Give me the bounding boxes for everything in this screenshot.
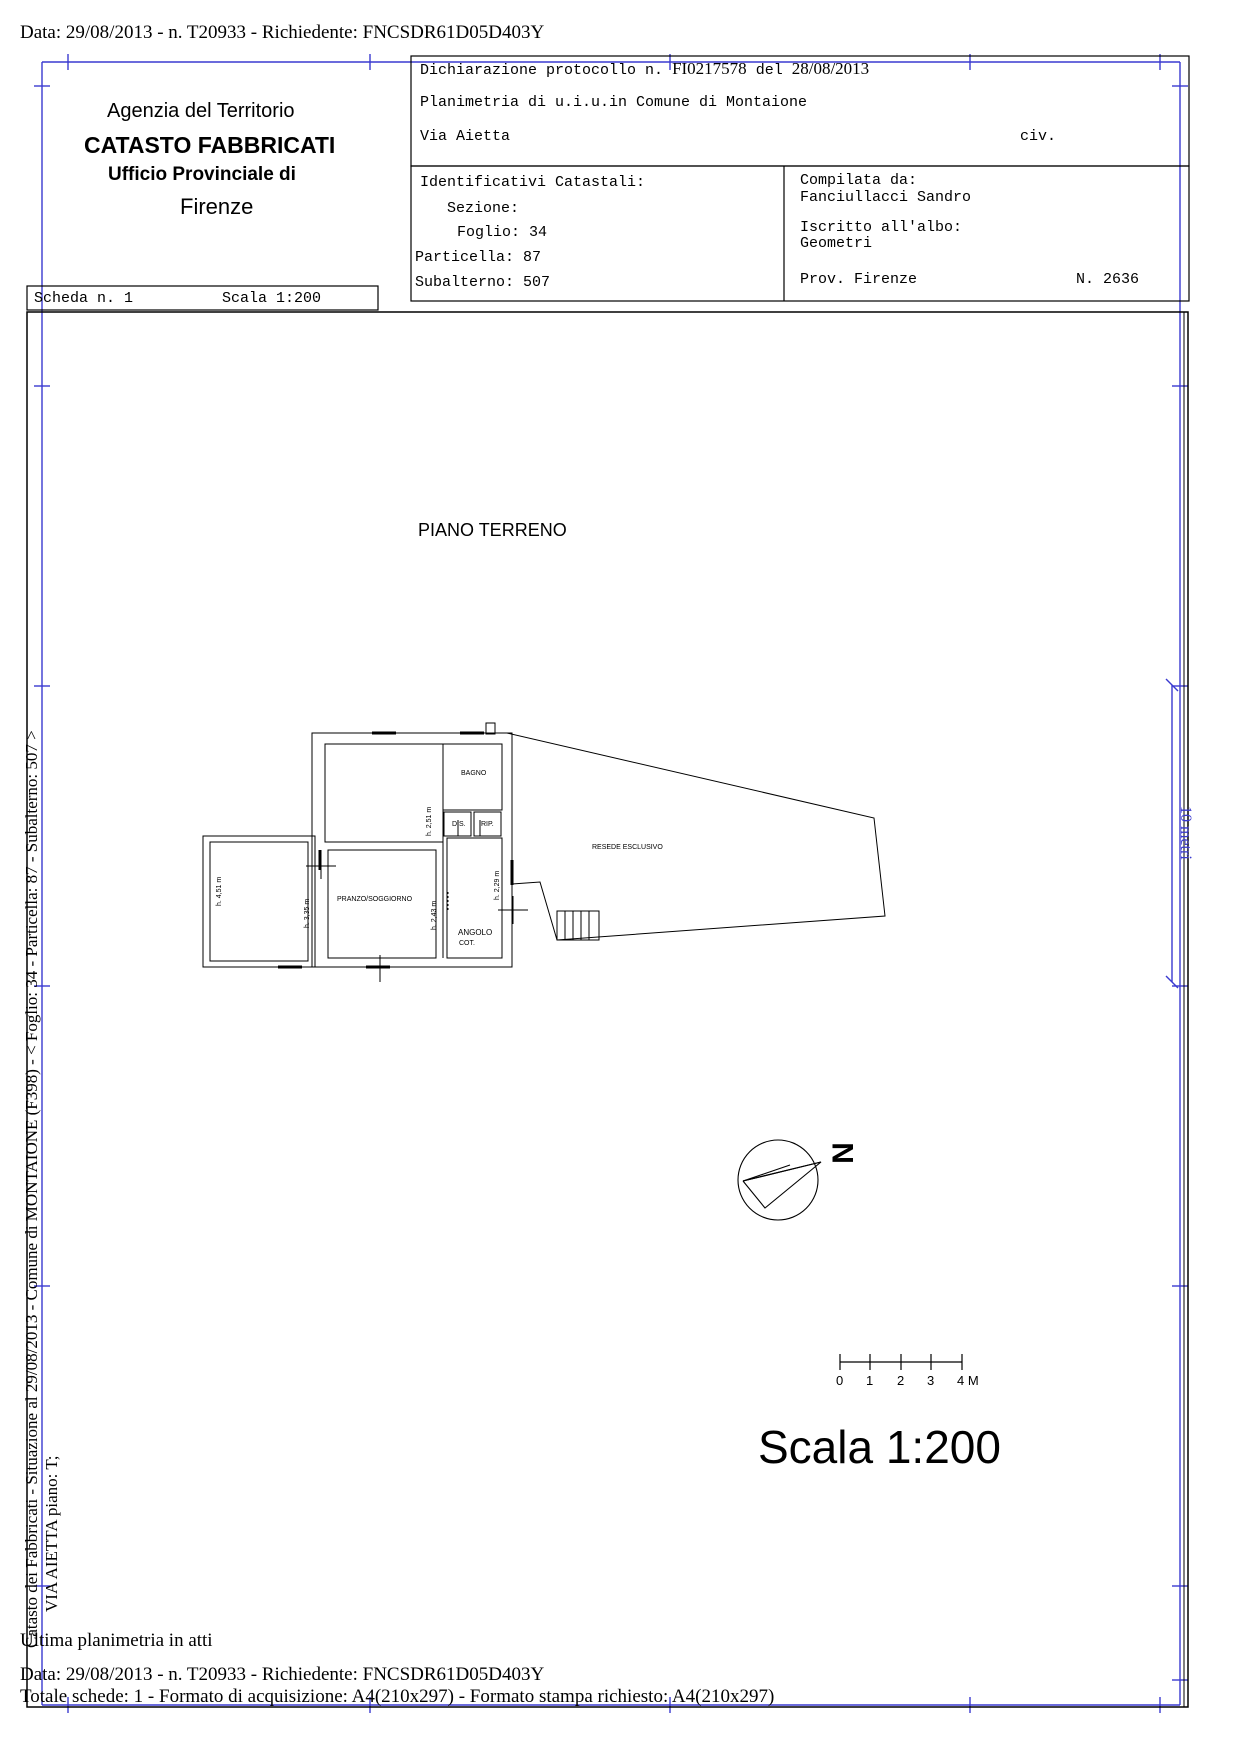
height-label-251: h. 2,51 m bbox=[426, 806, 433, 836]
scale-tick-0: 0 bbox=[836, 1373, 844, 1388]
scale-tick-1: 1 bbox=[866, 1373, 874, 1388]
room-angolo: ANGOLO bbox=[458, 928, 493, 937]
compiler-province: Prov. Firenze bbox=[800, 271, 918, 288]
header-request-line: Data: 29/08/2013 - n. T20933 - Richiedente: FNCSDR61D05D403Y bbox=[20, 22, 545, 43]
address-civ: civ. bbox=[1020, 128, 1057, 145]
room-resede: RESEDE ESCLUSIVO bbox=[592, 844, 663, 851]
height-label-243: h. 2,43 m bbox=[431, 900, 438, 930]
registration-frame bbox=[34, 54, 1188, 1713]
height-label-335: h. 3,35 m bbox=[304, 898, 311, 928]
compiler-name: Fanciullacci Sandro bbox=[800, 189, 972, 206]
scale-tick-4: 4 M bbox=[957, 1373, 979, 1388]
identifier-sezione: Sezione: bbox=[447, 200, 520, 217]
albo-label: Iscritto all'albo: bbox=[800, 219, 963, 236]
scheda-label: Scheda n. 1 bbox=[34, 290, 134, 307]
scheda-scale: Scala 1:200 bbox=[222, 290, 322, 307]
drawing-frame bbox=[27, 312, 1188, 1707]
side-situation-text: Catasto dei Fabbricati - Situazione al 29/08/2013 - Comune di MONTAIONE (F398) - < Foglio: 34 - Particella: 87 - Subalterno: 507 > bbox=[22, 730, 41, 1648]
identifier-foglio: Foglio: 34 bbox=[457, 224, 548, 241]
height-label-229: h. 2,29 m bbox=[494, 870, 501, 900]
room-bagno: BAGNO bbox=[461, 770, 487, 777]
office-label: Ufficio Provinciale di bbox=[108, 164, 296, 185]
side-address-text: VIA AIETTA piano: T; bbox=[42, 1455, 61, 1612]
identifier-particella: Particella: 87 bbox=[415, 249, 542, 266]
room-dis: DIS. bbox=[452, 821, 466, 828]
planimetria-line: Planimetria di u.i.u.in Comune di Montaione bbox=[420, 94, 808, 111]
north-arrow-icon bbox=[738, 1140, 821, 1220]
protocol-label: Dichiarazione protocollo n. bbox=[420, 62, 664, 79]
footer-formats: Totale schede: 1 - Formato di acquisizione: A4(210x297) - Formato stampa richiesto: A4(210x297) bbox=[20, 1686, 775, 1707]
footer-request-line: Data: 29/08/2013 - n. T20933 - Richiedente: FNCSDR61D05D403Y bbox=[20, 1664, 545, 1685]
height-label-451: h. 4,51 m bbox=[216, 876, 223, 906]
protocol-line bbox=[420, 59, 869, 79]
floor-title: PIANO TERRENO bbox=[418, 520, 567, 540]
room-rip: RIP. bbox=[481, 821, 494, 828]
floor-plan bbox=[203, 723, 885, 982]
identifier-subalterno: Subalterno: 507 bbox=[415, 274, 551, 291]
identifiers-title: Identificativi Catastali: bbox=[420, 174, 646, 191]
graphic-scale-bar bbox=[840, 1354, 962, 1370]
scale-big-label: Scala 1:200 bbox=[758, 1421, 1001, 1473]
scale-tick-2: 2 bbox=[897, 1373, 905, 1388]
address-street: Via Aietta bbox=[420, 128, 511, 145]
office-city: Firenze bbox=[180, 194, 254, 219]
compiler-title: Compilata da: bbox=[800, 172, 918, 189]
scale-tick-3: 3 bbox=[927, 1373, 935, 1388]
registry-name: CATASTO FABBRICATI bbox=[84, 132, 336, 158]
room-angolo-cot: COT. bbox=[459, 940, 475, 947]
north-label: N bbox=[826, 1142, 860, 1164]
protocol-date: 28/08/2013 bbox=[791, 59, 870, 78]
protocol-date-label: del bbox=[755, 62, 783, 79]
room-pranzo-soggiorno: PRANZO/SOGGIORNO bbox=[337, 896, 413, 903]
footer-ultima: Ultima planimetria in atti bbox=[20, 1630, 213, 1651]
albo-value: Geometri bbox=[800, 235, 873, 252]
protocol-number: FI0217578 bbox=[672, 59, 747, 78]
agency-name: Agenzia del Territorio bbox=[107, 100, 295, 122]
side-scale-label: 10 metri bbox=[1177, 806, 1194, 860]
compiler-number: N. 2636 bbox=[1076, 271, 1140, 288]
